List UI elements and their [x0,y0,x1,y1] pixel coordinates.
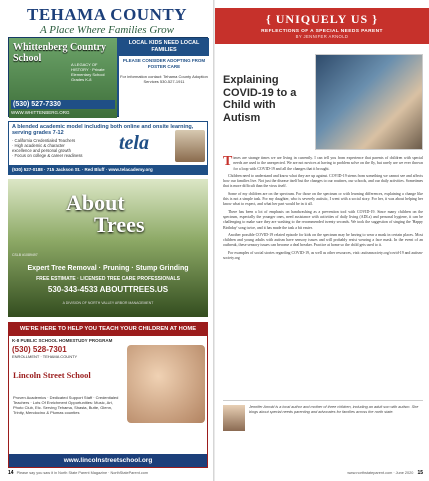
tela-photo [175,130,205,162]
ad-whittenberg[interactable] [8,37,208,117]
whittenberg-blurb: A LEGACY OF HISTORY · Private Elementary School Grades K-8 [71,62,105,82]
whittenberg-web[interactable]: WWW.WHITTENBERG.ORG [11,110,70,115]
ad-about-trees[interactable] [8,179,208,317]
author-photo [223,405,245,431]
lincoln-phone: (530) 528-7301 [12,345,67,354]
left-page [0,0,214,481]
trees-services: Expert Tree Removal · Pruning · Stump Grinding [27,265,189,272]
lincoln-sub: K-8 PUBLIC SCHOOL HOMESTUDY PROGRAM [12,338,113,343]
foster-call: PLEASE CONSIDER ADOPTING FROM FOSTER CARE [122,58,206,69]
column-header [215,8,429,44]
article-paragraph: There has been a lot of emphasis on handwashing as a prevention tool with COVID-19. Since many children on the spectrum, especially the younger ones, need assistance with activities of daily living (ADLs) and personal hygiene, it can be challenging to make sure they are washing to the recommended twenty seconds. We took the suggestion of singing the 'Happy Birthday' song twice, and it has made the task a bit easier. [223,209,423,230]
article-body [223,156,423,263]
author-bio [223,400,423,431]
article-paragraph: Another possible COVID-19 related episode for kids on the spectrum may be having to wear a mask in certain places. Most children and young adults with autism have sensory issues and will probably resist wearing a face mask. In the event of an outbreak, these sensory issues can become a deal breaker. Practice at home so the child gets used to it. [223,232,423,248]
ad-lincoln-street[interactable] [8,322,208,468]
article-photo [315,54,423,150]
right-footer [223,470,423,476]
right-page [215,0,429,481]
whittenberg-name: Whittenberg Country School [13,42,107,64]
left-footer [8,470,208,476]
left-footer-text: Please say you saw it in North State Parent Magazine · NorthStateParent.com [16,471,149,475]
county-subtitle: A Place Where Families Grow [39,24,174,36]
foster-bar: LOCAL KIDS NEED LOCAL FAMILIES [119,38,209,56]
tela-footer: (530) 527-0188 · 715 Jackson St. · Red Bluff · www.telacademy.org [9,165,207,174]
byline: BY JENNIFER ARNOLD [295,34,349,39]
tela-bullet: · High academic & character [12,143,65,148]
trees-contact: 530-343-4533 ABOUTTREES.US [47,285,169,294]
lincoln-web[interactable]: www.lincolnstreetschool.org [9,454,207,467]
article-paragraph: imes are strange times we are living in currently. I can tell you from experience that parents of children with special needs are used to the unexpected. We are not novices at having to problem solve on the fly, but rarely are we ever thrown for a loop with COVID-19 and all the changes that it brought. [233,156,423,171]
trees-free: FREE ESTIMATE · LICENSED TREE CARE PROFESSIONALS [36,276,180,282]
article-paragraph: Children need to understand and know what they are up against. COVID-19 stems from something we cannot see and affects how our families live. Not just the disease itself but the changes to our routines, our schools, and our daily activities. Sometimes that is more difficult than the virus itself. [223,173,423,189]
right-footer-site[interactable]: www.northstateparent.com · June 2020 [347,471,414,475]
article-paragraph: Some of my children are on the spectrum. For those on the spectrum or with learning differences, explaining a change like this is not a simple task. For my daughter, who is severely autistic, I went with a social story. For her, it was about helping her know what to expect, and what her part would be in it all. [223,191,423,207]
article-title: Explaining COVID-19 to a Child with Autism [223,74,297,124]
ad-tela[interactable] [8,121,208,175]
tela-bullets [9,138,109,158]
article-paragraph: For examples of social stories regarding COVID-19, as well as other resources, visit: autismsociety.org/covid-19 and autism-society.org [223,250,423,261]
lincoln-banner: WE'RE HERE TO HELP YOU TEACH YOUR CHILDREN AT HOME [9,323,207,336]
author-bio-text: Jennifer Arnold is a local author and mother of three children, including an adult son with autism. She blogs about special needs parenting and advocates for families across the north state. [249,405,419,414]
tela-headline: A blended academic model including both online and onsite learning, serving grades 7-12 [12,124,194,136]
trees-brand-top: About [66,190,125,215]
tela-bullet: · California Credentialed Teachers [12,138,76,143]
column-title: { UNIQUELY US } [266,12,378,26]
lincoln-line: ENROLLMENT · TEHAMA COUNTY [12,354,78,359]
tela-bullet: excellence and personal growth [12,148,71,153]
trees-tiny: A DIVISION OF NORTH VALLEY ARBOR MANAGEMENT [62,301,154,305]
lincoln-list: Proven Academics · Dedicated Support Staff · Credentialed Teachers · Lots Of Enrichment Opportunities: Music, Art, Photo Club, Etc. Serving Tehama, Shasta, Butte, Glenn, Trinity, Mendocino & Plumas counties [13,395,119,415]
lincoln-photo [127,345,205,423]
drop-cap: T [223,154,233,169]
whittenberg-phone: (530) 527-7330 [11,100,115,109]
left-page-number: 14 [8,470,14,476]
trees-cslb: CSLB #1089497 [12,253,38,257]
foster-panel [119,38,209,118]
right-page-number: 15 [417,470,423,476]
column-subtitle: REFLECTIONS OF A SPECIAL NEEDS PARENT [261,29,383,34]
tela-bullet: · Focus on college & career readiness [12,153,83,158]
whittenberg-panel [9,38,117,118]
lincoln-school: Lincoln Street School [13,370,91,380]
trees-brand-bottom: Trees [94,212,145,237]
foster-info: For information contact: Tehama County Adoption Services 530-527-1911 [120,74,208,84]
tela-logo: tela [119,132,149,154]
county-header [0,6,214,37]
county-title: TEHAMA COUNTY [27,5,187,24]
